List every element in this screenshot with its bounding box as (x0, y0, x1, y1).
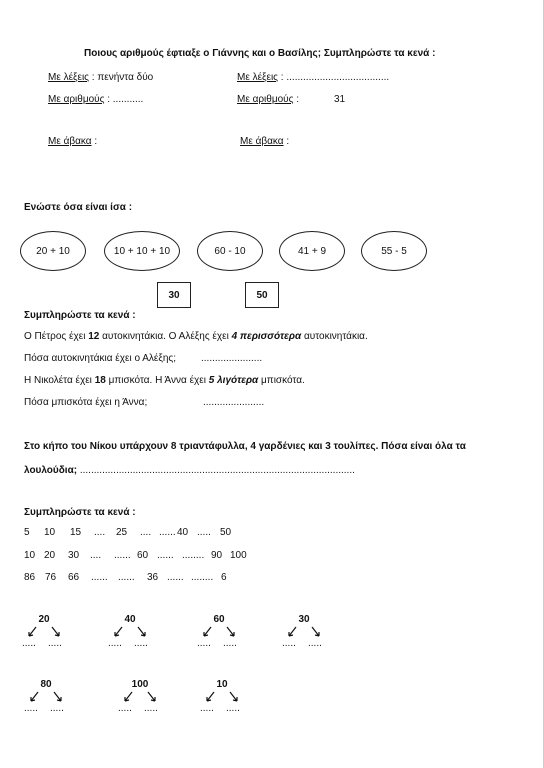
left-abacus-row (48, 136, 97, 147)
answer-box[interactable]: 30 (157, 282, 191, 308)
oval-expression[interactable]: 10 + 10 + 10 (104, 231, 180, 271)
sequence-cell: 30 (68, 550, 80, 561)
number-tree (22, 614, 72, 654)
right-number-digits: 31 (334, 94, 346, 105)
sequence-cell: 5 (24, 527, 30, 538)
text: αυτοκινητάκια. (301, 331, 368, 342)
left-number-value: : ........... (107, 94, 144, 105)
number-tree (200, 679, 250, 719)
tree-arrows-icon (108, 625, 152, 639)
answer-blank[interactable]: ...................... (201, 353, 263, 364)
sequence-blank[interactable]: .... (140, 527, 152, 538)
flowers-answer-row (24, 465, 355, 476)
tree-arrows-icon (118, 690, 162, 704)
sequence-cell: 25 (116, 527, 128, 538)
left-number-row (48, 94, 143, 105)
flowers-label: λουλούδια; (24, 465, 78, 476)
sequence-blank[interactable]: ...... (159, 527, 176, 538)
oval-expression[interactable]: 41 + 9 (279, 231, 345, 271)
tree-right-blank[interactable]: ..... (144, 703, 158, 714)
right-number-row (237, 94, 299, 105)
sequence-cell: 15 (70, 527, 82, 538)
tree-top-number: 40 (124, 614, 136, 625)
right-number-value: : (296, 94, 299, 105)
sequence-cell: 10 (44, 527, 56, 538)
left-words-value: : πενήντα δύο (91, 72, 154, 83)
text: Ο Πέτρος έχει (24, 331, 89, 342)
left-words-row (48, 72, 153, 83)
sequence-cell: 60 (137, 550, 149, 561)
left-abacus-label: Με άβακα (48, 136, 92, 147)
sequence-cell: 6 (221, 572, 227, 583)
text: μπισκότα. (258, 375, 305, 386)
fill-heading: Συμπληρώστε τα κενά : (24, 310, 136, 321)
sequence-cell: 20 (44, 550, 56, 561)
tree-top-number: 30 (298, 614, 310, 625)
problem-cookies (24, 375, 305, 386)
left-abacus-value: : (94, 136, 98, 147)
text: μπισκότα. Η Άννα έχει (105, 375, 209, 386)
tree-left-blank[interactable]: ..... (197, 638, 211, 649)
sequence-cell: 10 (24, 550, 36, 561)
tree-left-blank[interactable]: ..... (24, 703, 38, 714)
tree-left-blank[interactable]: ..... (200, 703, 214, 714)
tree-left-blank[interactable]: ..... (22, 638, 36, 649)
tree-right-blank[interactable]: ..... (308, 638, 322, 649)
number-tree (108, 614, 158, 654)
question-cars: Πόσα αυτοκινητάκια έχει ο Αλέξης; (24, 353, 177, 364)
right-number-label: Με αριθμούς (237, 94, 294, 105)
match-heading: Ενώστε όσα είναι ίσα : (24, 202, 133, 213)
flowers-problem: Στο κήπο του Νίκου υπάρχουν 8 τριαντάφυλλα, 4 γαρδένιες και 3 τουλίπες. Πόσα είναι όλα τα (24, 441, 466, 452)
right-abacus-row (240, 136, 289, 147)
sequence-cell: 86 (24, 572, 36, 583)
page-title: Ποιους αριθμούς έφτιαξε ο Γιάννης και ο Βασίλης; Συμπληρώστε τα κενά : (84, 48, 436, 59)
sequence-blank[interactable]: ...... (167, 572, 184, 583)
left-words-label: Με λέξεις (48, 72, 90, 83)
tree-left-blank[interactable]: ..... (108, 638, 122, 649)
text: αυτοκινητάκια. Ο Αλέξης έχει (99, 331, 232, 342)
oval-expression[interactable]: 60 - 10 (197, 231, 263, 271)
number-tree (197, 614, 247, 654)
number: 12 (88, 331, 100, 342)
tree-left-blank[interactable]: ..... (282, 638, 296, 649)
sequence-blank[interactable]: ...... (118, 572, 135, 583)
sequence-cell: 36 (147, 572, 159, 583)
tree-top-number: 80 (40, 679, 52, 690)
tree-top-number: 100 (131, 679, 149, 690)
sequence-blank[interactable]: ..... (197, 527, 211, 538)
tree-top-number: 10 (216, 679, 228, 690)
sequence-blank[interactable]: .... (94, 527, 106, 538)
tree-right-blank[interactable]: ..... (50, 703, 64, 714)
tree-right-blank[interactable]: ..... (134, 638, 148, 649)
number-tree (118, 679, 168, 719)
sequence-blank[interactable]: ...... (157, 550, 174, 561)
tree-arrows-icon (197, 625, 241, 639)
sequence-cell: 76 (45, 572, 57, 583)
number-tree (282, 614, 332, 654)
answer-blank[interactable]: ................................................................................................... (77, 465, 355, 476)
sequence-blank[interactable]: .... (90, 550, 102, 561)
tree-right-blank[interactable]: ..... (226, 703, 240, 714)
sequence-blank[interactable]: ........ (191, 572, 214, 583)
sequence-blank[interactable]: ...... (91, 572, 108, 583)
tree-right-blank[interactable]: ..... (223, 638, 237, 649)
tree-arrows-icon (200, 690, 244, 704)
tree-left-blank[interactable]: ..... (118, 703, 132, 714)
oval-expression[interactable]: 55 - 5 (361, 231, 427, 271)
sequence-blank[interactable]: ...... (114, 550, 131, 561)
right-words-label: Με λέξεις (237, 72, 279, 83)
oval-expression[interactable]: 20 + 10 (20, 231, 86, 271)
tree-arrows-icon (22, 625, 66, 639)
right-words-row (237, 72, 389, 83)
tree-top-number: 60 (213, 614, 225, 625)
sequence-cell: 100 (230, 550, 247, 561)
number: 18 (94, 375, 106, 386)
problem-cars (24, 331, 368, 342)
right-abacus-value: : (286, 136, 290, 147)
tree-right-blank[interactable]: ..... (48, 638, 62, 649)
answer-blank[interactable]: ...................... (203, 397, 265, 408)
text: Η Νικολέτα έχει (24, 375, 95, 386)
sequence-row (24, 572, 524, 586)
number-tree (24, 679, 74, 719)
sequence-row (24, 527, 524, 541)
fill-heading: Συμπληρώστε τα κενά : (24, 507, 136, 518)
sequence-cell: 50 (220, 527, 232, 538)
tree-arrows-icon (24, 690, 68, 704)
right-abacus-label: Με άβακα (240, 136, 284, 147)
answer-box[interactable]: 50 (245, 282, 279, 308)
emphasis: 4 περισσότερα (231, 331, 302, 342)
sequence-blank[interactable]: ........ (182, 550, 205, 561)
sequence-cell: 90 (211, 550, 223, 561)
sequence-cell: 40 (177, 527, 189, 538)
tree-top-number: 20 (38, 614, 50, 625)
question-cookies: Πόσα μπισκότα έχει η Άννα; (24, 397, 148, 408)
left-number-label: Με αριθμούς (48, 94, 105, 105)
right-words-value: : ..................................... (280, 72, 390, 83)
tree-arrows-icon (282, 625, 326, 639)
sequence-row (24, 550, 524, 564)
sequence-cell: 66 (68, 572, 80, 583)
emphasis: 5 λιγότερα (208, 375, 259, 386)
